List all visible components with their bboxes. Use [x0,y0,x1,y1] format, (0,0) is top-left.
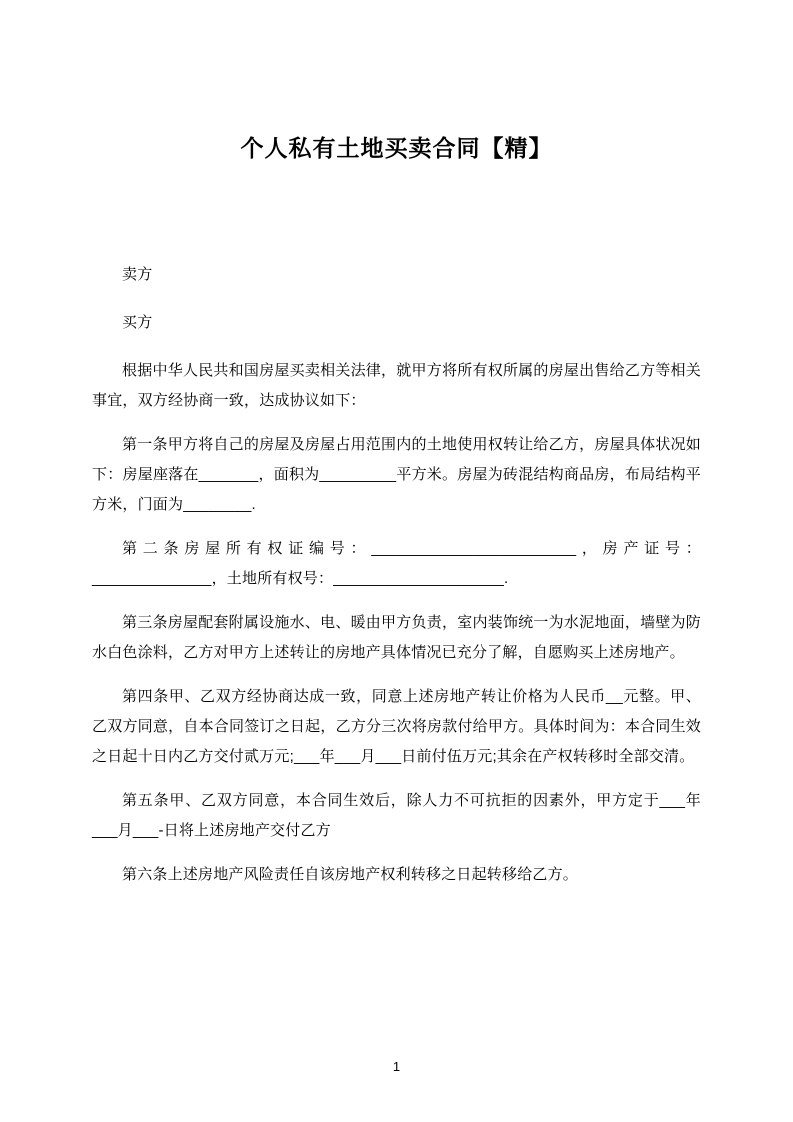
page-title: 个人私有土地买卖合同【精】 [240,135,553,161]
page-number: 1 [392,1059,401,1074]
paragraph-buyer: 买方 [122,314,153,332]
paragraph-article-2: 第二条房屋所有权证编号：________________________，房产证号：______________，土地所有权号：____________________. [92,540,701,588]
document-body [0,260,793,890]
paragraph-article-1: 第一条甲方将自己的房屋及房屋占用范围内的土地使用权转让给乙方，房屋具体状况如下：房屋座落在_______，面积为_________平方米。房屋为砖混结构商品房，布局结构平方米，门面为________. [92,436,701,514]
paragraph-article-5: 第五条甲、乙双方同意，本合同生效后，除人力不可抗拒的因素外，甲方定于___年___月___-日将上述房地产交付乙方 [92,792,701,840]
paragraph-preamble: 根据中华人民共和国房屋买卖相关法律，就甲方将所有权所属的房屋出售给乙方等相关事宜，双方经协商一致，达成协议如下： [92,362,701,410]
paragraph-seller: 卖方 [122,266,153,284]
paragraph-article-3: 第三条房屋配套附属设施水、电、暖由甲方负责，室内装饰统一为水泥地面，墙壁为防水白色涂料，乙方对甲方上述转让的房地产具体情况已充分了解，自愿购买上述房地产。 [92,614,701,662]
paragraph-article-6: 第六条上述房地产风险责任自该房地产权利转移之日起转移给乙方。 [122,866,579,884]
paragraph-article-4: 第四条甲、乙双方经协商达成一致，同意上述房地产转让价格为人民币__元整。甲、乙双方同意，自本合同签订之日起，乙方分三次将房款付给甲方。具体时间为：本合同生效之日起十日内乙方交付贰万元;___年___月___日前付伍万元;其余在产权转移时全部交清。 [92,688,701,766]
